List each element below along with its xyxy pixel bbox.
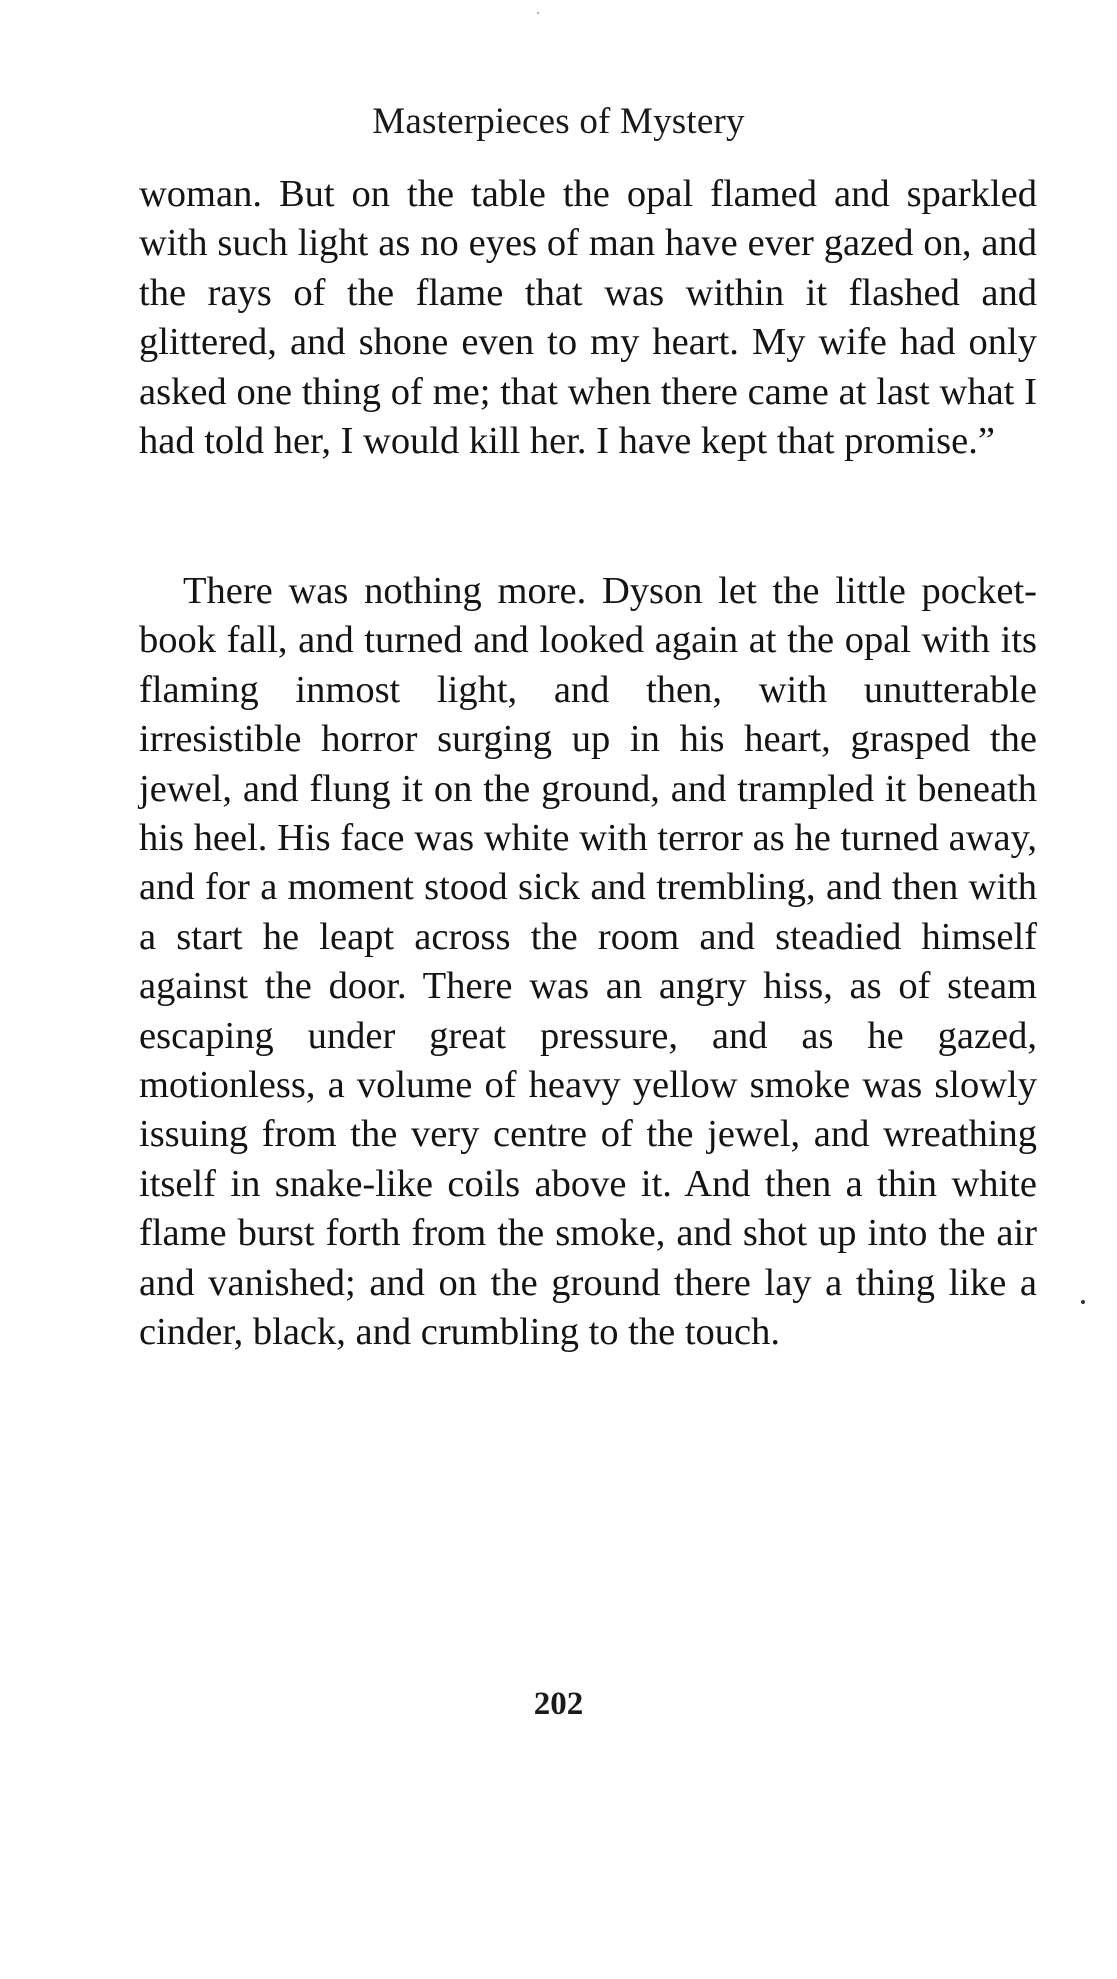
paragraph-continued: woman. But on the table the opal flamed and sparkled with such light as no eyes of man have ever gazed on, and the rays of the flame that was within it flashed and glittered, and shone even to my heart. My wife had only asked one thing of me; that when there came at last what I had told her, I would kill her. I have kept that promise.” (139, 173, 1037, 463)
scan-speck (537, 12, 539, 14)
paragraph: There was nothing more. Dyson let the little pocket-book fall, and turned and looked again at the opal with its flaming inmost light, and then, with unutterable irresistible horror surging up in his heart, grasped the jewel, and flung it on the ground, and trampled it beneath his heel. His face was white with terror as he turned away, and for a moment stood sick and trembling, and then with a start he leapt across the room and steadied himself against the door. There was an angry hiss, as of steam escaping under great pressure, and as he gazed, motionless, a volume of heavy yellow smoke was slowly issuing from the very centre of the jewel, and wreathing itself in snake-like coils above it. And then a thin white flame burst forth from the smoke, and shot up into the air and vanished; and on the ground there lay a thing like a cinder, black, and crumbling to the touch. (139, 570, 1037, 1354)
running-title: Masterpieces of Mystery (372, 101, 745, 142)
scan-speck (1081, 1300, 1085, 1304)
page-number: 202 (533, 1686, 584, 1722)
